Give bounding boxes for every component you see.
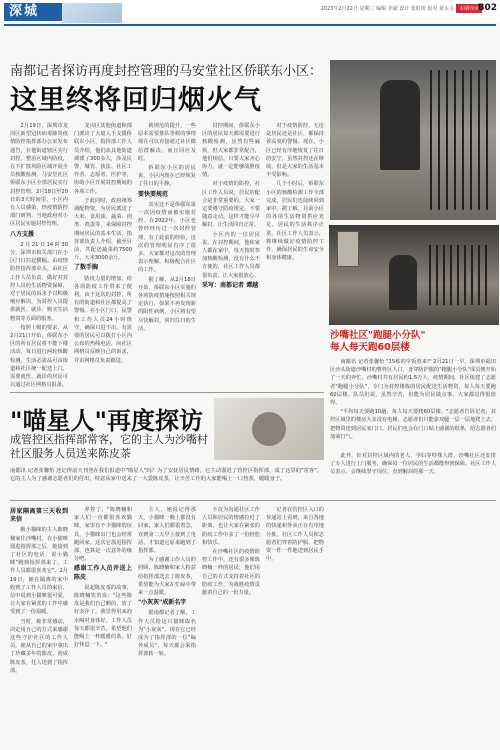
dateline: 2023年2月22日 星期三 编辑 李斌 设计 张虹雨 校对 黄永文 — [320, 6, 454, 12]
section-heading: 要快要规范 — [138, 190, 169, 198]
photo-figure — [389, 255, 417, 310]
paragraph: 不仅为沟通社区工作人员和居民的情感拉近了距离，也让大家在紧张的防疫工作中多了一份轻松和快乐。 — [202, 507, 260, 546]
header-decoration-image — [62, 3, 122, 23]
section-heading: 八方支援 — [10, 230, 35, 238]
photo-grate — [429, 245, 491, 305]
paragraph: 当时，她非常感动，决定用自己的方式来感谢这些守护社区的工作人员。她从自己的家中拿出了珍藏多年的陈皮，泡成陈皮茶，托人送到了指挥部。 — [10, 618, 68, 674]
paragraph: 南都讯 记者张馨怡 "15栋的早饭放来!" 2月21日一早，深圳市福田区沙头街道沙嘴村的曹姓区人口，身穿防护服的"跑腿小分队"成员便开始了一天的奔忙。沙嘴村共有居民约1.5万人，疫情期间，社区组建了志愿者"跑腿小分队"，专门为封控楼栋的居民配送生活物资，每人每天要跑60层楼。队员们说，虽然辛苦，但能为居民做点事，大家都觉得很值得。 — [330, 359, 496, 407]
story1-headline: 这里终将回归烟火气 — [10, 85, 262, 116]
story2-column-6 — [330, 452, 496, 746]
paragraph: 封控期间，侨联东小区的居民每天都需要进行核酸检测，虽然有些麻烦，但大家都非常配合，他们相信，只要大家齐心协力，就一定能够战胜疫情。 — [202, 123, 260, 179]
paragraph: 小区内的一位居民说，在封控期间，他和家人都在家中，每天按时参加核酸检测，没有什么不方便的，社区工作人员都很负责，让大家很放心。 — [202, 231, 260, 279]
paragraph: 对于疫情防控，无论是居民还是社区，都保持着高度的警惕。现在，小区已经有序地恢复了往日的安宁，虽然封控还在继续，但是大家的生活基本不受影响。 — [266, 123, 324, 179]
story2-lead: 南都讯 记者张馨怡 还记得前天刊登在我们报道中"喵星人"吗？为了安抚居民情绪，它主动溜进了管控区指挥部，成了这里的"常客"。它的主人为了感谢志愿者们的付出，特意从家中送来了一大袋陈皮茶，让辛苦工作的大家能喝上一口热茶，暖暖身子。 — [10, 468, 322, 483]
header-rule — [4, 24, 496, 26]
byline: 采写：南都记者 谭越 — [202, 281, 259, 289]
section-heading: 感谢工作人员并送上陈皮 — [74, 565, 132, 581]
story1-column-4 — [202, 122, 260, 322]
paragraph: 此外，针对封控区域内的老人、孕妇等特殊人群，沙嘴社区还安排了专人进行上门服务，确保每一位居民的生活都能得到保障。社区工作人员表示，会继续坚守岗位，直到解封的那一天。 — [330, 453, 497, 476]
paragraph: "平均每天要跑10趟，每人每天要爬60层楼。"志愿者告诉记者，封控区域里的楼房大多没有电梯，志愿者们只能靠双腿一层一层地爬上去，把物资送到居民家门口。居民们也会在门口贴上感谢的纸条，给志愿者们加油打气。 — [330, 409, 497, 440]
paragraph: 养着了。"陈晓楠和家人们一直都很喜欢猫咪，家里有不少猫咪的玩具，小猫咪出门也会经常跑回家。这次它溜进指挥部，也算是一次意外的缘分吧。 — [74, 507, 132, 563]
paragraph: 2月19日，深圳市龙岗区新型冠状病毒肺炎疫情防控指挥部办公室发布通告，在他街道辖区实行封控，整治区域内防疫，在不扩散风险区域开展全员核酸检测，马安堂社区侨联东小区全部居民实行封控管理。2月18日至20日的3天时间里，小区内有人员感染，经疫情防控部门研判，当地政府对小区居民实施封控管理。 — [10, 123, 69, 228]
story1-column-2 — [74, 122, 132, 384]
story2-cat-photo — [214, 398, 324, 460]
paragraph: 几个小时后，侨联东小区的核酸检测工作全部完成，居民们也陆续回到家中。据了解，目前小区的各项生活物资供应充足，居民的生活秩序正常。社区工作人员表示，将继续做好疫情防控工作，确保居民的生命安全和身体健康。 — [266, 181, 324, 262]
story2-column-1 — [10, 506, 68, 746]
paragraph: 记者在管控区入口的快递站上看到，来自各地的快递和外卖正在有序地分拣，社区工作人员和志愿者们穿着防护服，把物资一件一件地送到居民手中。 — [266, 507, 324, 563]
paragraph: 于此同时，政府统筹调配物资，为居民派送了大米、食用油、蔬菜、肉类、鸡蛋等，来保障封控期间居民的基本生活。指挥部负责人介绍，截至目前，共配送蔬菜约7500斤、大米3000余斤。 — [74, 197, 132, 262]
guide-tag: 本期导读 — [456, 4, 482, 13]
paragraph: 主人，她说记得那天，小猫咪一晚上都没有回家，家人们都很着急，直到第二天早上接到了电话，才知道它原来跑到了指挥部。 — [138, 507, 196, 555]
section-heading: 居家隔离第三天收到来信 — [10, 508, 68, 524]
paragraph: 就规范的提升，一些原本需要排队等候的事情现在可以直接通过社区微信群解决，而且回应及时。 — [138, 123, 196, 162]
photo-figure — [380, 80, 420, 170]
section-divider — [10, 392, 324, 393]
section-heading: "小灰灰"成新名字 — [138, 599, 187, 607]
section-label: 深城 — [4, 3, 62, 21]
cat-figure — [252, 412, 286, 446]
shazui-photo — [329, 225, 499, 325]
paragraph: 侨联东小区的居民说，小区内现在已经恢复了往日的平静。 — [138, 165, 196, 188]
story2-column-2 — [74, 506, 132, 746]
paragraph: 瞧小猫咪的主人陈晓楠家住沙嘴村，在小猫咪溜进指挥部之后，她接到了社区的电话，说小猫咪"跑到指挥部来了，工作人员都很喜欢它"。2月19日，她在隔离的家中收到了工作人员的来信，信中说到小猫咪很可爱，让大家在紧张的工作中感受到了一份温暖。 — [10, 527, 68, 616]
story1-top-photo — [330, 60, 496, 220]
story2-headline: "喵星人"再度探访 — [10, 407, 204, 435]
paragraph: 龙岗区其他街道和部门派出了大量人手支援侨联东小区，指挥部工作人员介绍，他们从其他街道调派了300多人，涉及民警、城管、执法、社区工作者、志愿者、医护等，协助小区开展封控期间的各项工作。 — [74, 123, 132, 195]
story1-column-5 — [266, 122, 324, 322]
story1-column-1 — [10, 122, 69, 389]
paragraph: 其实这不是侨联东第一次因疫情而被实施封控。在2022年，小区也曾经经历过一次封控管理，有了此前的经验，这次的管理明显有序了很多。大家都对这次的管理表示理解，积极配合社区的工作。 — [138, 201, 196, 274]
sidebar-text — [330, 358, 496, 448]
paragraph: 为了感谢工作人员的照顾，陈晓楠和家人特意给指挥部送去了陈皮茶，希望能为大家在忙碌中带来一点温暖。 — [138, 557, 196, 597]
paragraph: 在沙嘴社区的疫情防控工作中，还有很多像陈晓楠一样的居民，他们用自己的方式支持着社区的防疫工作，为战胜疫情贡献着自己的一份力量。 — [202, 549, 260, 597]
paragraph: 2月21日14时30分，深圳市相关部门在小区门口拉起横幅。由疫情防控指挥部牵头，由社区工作人员负责，做好对封控人员的生活物资保障，对于居民的诉求予以积极响应解决，为封控人员提供就医、就诊、购买生活物资等方面的服务。 — [10, 241, 68, 322]
story2-column-5 — [266, 506, 324, 746]
paragraph: 说起陈皮茶的故事，陈晓楠笑着说："这些陈皮是我们自己晒的，放了好多年了，我觉得用来泡水喝对身体好。工作人员每天都很辛苦，希望他们能喝上一杯暖暖的茶，好好休息一下。" — [74, 584, 132, 649]
paragraph: 对于疫情的防控，社区工作人员说，居民的配合是非常重要的，大家一定要遵守防疫规定，不要随意走动，这样才能尽早解封，让生活回归正常。 — [202, 181, 260, 229]
story2-column-3 — [138, 506, 196, 746]
story2-column-4 — [202, 506, 260, 746]
story1-column-3 — [138, 122, 196, 384]
story1-subheadline: 南都记者探访再度封控管理的马安堂社区侨联东小区： — [10, 64, 323, 79]
page-number: B02 — [477, 3, 497, 13]
paragraph: 按照上级的要求，从2月21日开始，侨联东小区的所有居民将不能下楼活动，每日进行两轮核酸检测，生活必需品可由街道和社区统一配送上门，需要就医、就诊的居民可以通过社区网格员报备。 — [10, 324, 68, 389]
sidebar-headline: 沙嘴社区"跑腿小分队" 每人每天跑60层楼 — [330, 330, 426, 353]
photo-grate — [430, 70, 490, 210]
paragraph: 据南都记者了解，工作人员给这只猫咪取名为"小灰灰"，现在它已经成为了指挥部的一位"编外成员"，每天都会来指挥部转一转。 — [138, 610, 196, 658]
paragraph: 防疫力量的增加，给各项防疫工作带来了便利。由于这次的封控，所有的街道和社区都提高了警惕。在小区门口，民警和工作人员24小时值守，确保只进不出，有需要的居民可以拨打小区内公布的热线电话，向社区网格员反映自己的诉求，并由网格员负责跟进。 — [74, 275, 132, 364]
photo-window — [337, 231, 359, 267]
section-heading: 了数手胸 — [74, 264, 99, 272]
paragraph: 据了解，从2月18日开始，侨联东小区实施的各项防疫措施按照相关规定执行，如果不再发现新的阳性病例，小区将有望尽快解封，回归往日的生活。 — [138, 276, 196, 332]
story2-subtitle: 成管控区指挥部常客，它的主人为沙嘴村社区服务人员送来陈皮茶 — [10, 433, 208, 460]
